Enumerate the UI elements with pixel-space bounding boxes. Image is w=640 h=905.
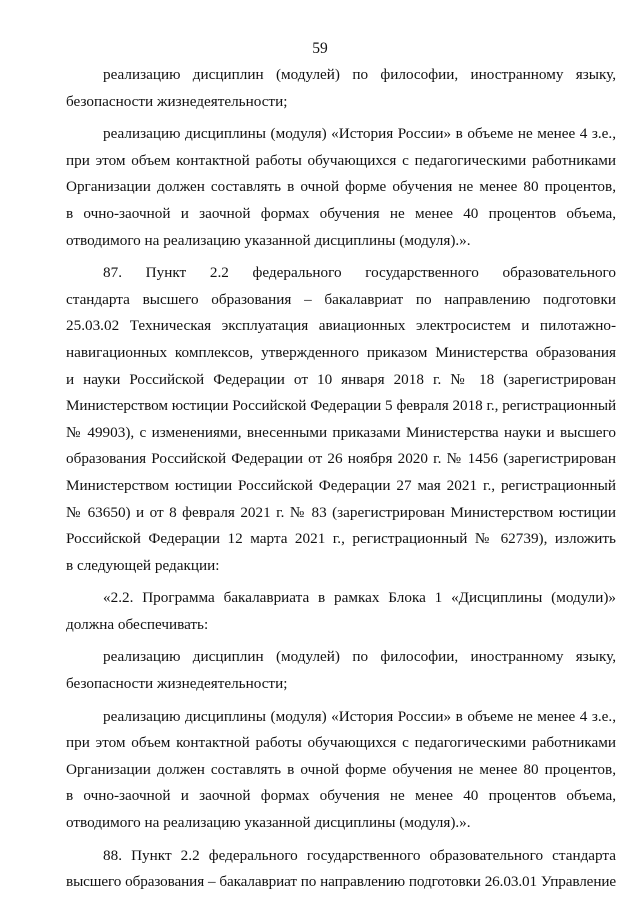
text-line: отводимого на реализацию указанной дисциплины (модуля).». (66, 814, 471, 832)
text-line: 87. Пункт 2.2 федерального государственного образовательного (103, 264, 616, 282)
text-line: отводимого на реализацию указанной дисциплины (модуля).». (66, 231, 471, 249)
text-line: реализацию дисциплин (модулей) по философии, иностранному языку, (103, 648, 616, 666)
paragraph (66, 644, 616, 697)
paragraph (66, 843, 616, 896)
text-line: должна обеспечивать: (66, 615, 209, 633)
text-line: Министерством юстиции Российской Федерации 5 февраля 2018 г., регистрационный (66, 397, 616, 415)
page-number: 59 (312, 40, 328, 57)
paragraph (66, 260, 616, 579)
text-line: в следующей редакции: (66, 556, 220, 574)
text-line: и науки Российской Федерации от 10 января 2018 г. № 18 (зарегистрирован (66, 370, 616, 388)
text-line: Организации должен составлять в очной форме обучения не менее 80 процентов, (66, 178, 616, 196)
text-line: в очно-заочной и заочной формах обучения не менее 40 процентов объема, (66, 787, 616, 805)
text-line: безопасности жизнедеятельности; (66, 92, 288, 110)
text-line: реализацию дисциплины (модуля) «История России» в объеме не менее 4 з.е., (103, 707, 616, 725)
text-line: № 49903), с изменениями, внесенными приказами Министерства науки и высшего (66, 423, 616, 441)
text-line: образования Российской Федерации от 26 ноября 2020 г. № 1456 (зарегистрирован (66, 450, 616, 468)
paragraph (66, 121, 616, 254)
text-line: высшего образования – бакалавриат по направлению подготовки 26.03.01 Управление (66, 873, 616, 891)
text-line: «2.2. Программа бакалавриата в рамках Блока 1 «Дисциплины (модули)» (103, 589, 616, 607)
text-line: при этом объем контактной работы обучающихся с педагогическими работниками (66, 734, 616, 752)
document-body (66, 62, 616, 896)
text-line: Министерством юстиции Российской Федерации 27 мая 2021 г., регистрационный (66, 476, 616, 494)
text-line: Организации должен составлять в очной форме обучения не менее 80 процентов, (66, 760, 616, 778)
text-line: Российской Федерации 12 марта 2021 г., регистрационный № 62739), изложить (66, 530, 616, 548)
paragraph (66, 62, 616, 115)
paragraph (66, 585, 616, 638)
text-line: реализацию дисциплин (модулей) по философии, иностранному языку, (103, 66, 616, 83)
text-line: стандарта высшего образования – бакалавриат по направлению подготовки (66, 290, 616, 308)
text-line: 88. Пункт 2.2 федерального государственного образовательного стандарта (103, 846, 616, 864)
text-line: при этом объем контактной работы обучающихся с педагогическими работниками (66, 151, 616, 169)
text-line: навигационных комплексов, утвержденного приказом Министерства образования (66, 343, 616, 361)
text-line: в очно-заочной и заочной формах обучения не менее 40 процентов объема, (66, 204, 616, 222)
text-line: реализацию дисциплины (модуля) «История России» в объеме не менее 4 з.е., (103, 125, 616, 143)
paragraph (66, 704, 616, 837)
text-line: 25.03.02 Техническая эксплуатация авиационных электросистем и пилотажно- (66, 317, 616, 335)
text-line: безопасности жизнедеятельности; (66, 675, 288, 693)
text-line: № 63650) и от 8 февраля 2021 г. № 83 (зарегистрирован Министерством юстиции (66, 503, 616, 521)
